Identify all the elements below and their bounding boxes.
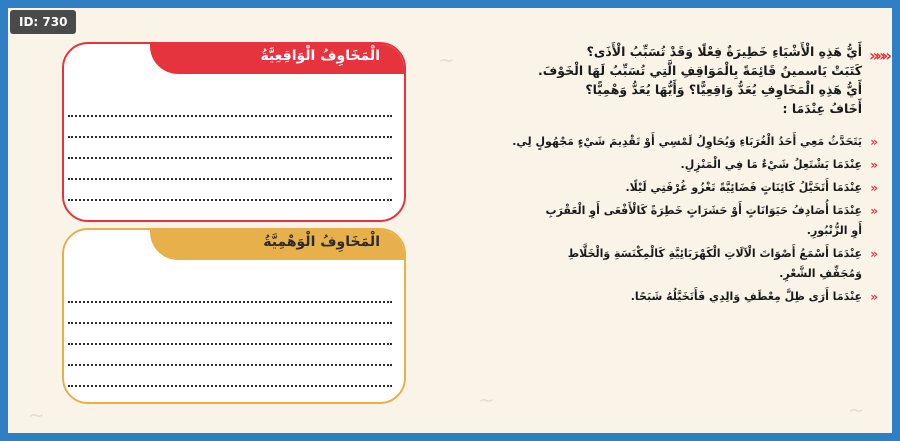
- answer-line[interactable]: [68, 324, 392, 345]
- answer-line[interactable]: [68, 180, 392, 201]
- answer-line[interactable]: [68, 117, 392, 138]
- list-item: [442, 178, 878, 198]
- list-item: [442, 201, 878, 241]
- id-badge: ID: 730: [10, 10, 76, 34]
- question-line: أَيُّ هَذِهِ الْمَخَاوِفِ يُعَدُّ وَاقِعِيًّا؟ وَأَيُّهَا يُعَدُّ وَهْمِيًّا؟: [585, 82, 862, 97]
- imaginary-fears-title: الْمَخَاوِفُ الْوَهْمِيَّةُ: [263, 234, 380, 250]
- list-item: [442, 287, 878, 307]
- answer-line[interactable]: [68, 345, 392, 366]
- bullet-marker-icon: «: [870, 204, 878, 218]
- decor-swirl: ~: [28, 403, 45, 427]
- list-item: [442, 155, 878, 175]
- list-item-continuation: وَمُجَفِّفِ الشَّعْرِ.: [779, 267, 862, 280]
- bullet-marker-icon: «: [870, 135, 878, 149]
- question-marker-icon: «««: [868, 46, 888, 65]
- question-section: [442, 42, 888, 310]
- bullet-marker-icon: «: [870, 247, 878, 261]
- bullet-marker-icon: «: [870, 290, 878, 304]
- decor-swirl: ~: [438, 48, 455, 72]
- answer-line[interactable]: [92, 201, 392, 222]
- list-item-text: عِنْدَمَا أُصَادِفُ حَيَوَانَاتٍ أَوْ حَشَرَاتٍ خَطِرَةً كَالْأَفْعَى أَوِ الْعَقْرَبِ: [545, 204, 862, 217]
- question-line: أَخَافُ عِنْدَمَا :: [782, 101, 862, 116]
- worksheet-page: [8, 8, 892, 433]
- imaginary-fears-box: [62, 228, 406, 404]
- list-item-text: عِنْدَمَا أَرَى ظِلَّ مِعْطَفِ وَالِدِي فَأَتَخَيَّلُهُ شَبَحًا.: [630, 290, 862, 303]
- question-line: كَتَبَتْ يَاسمينُ قَائِمَةً بِالْمَوَاقِفِ الَّتِي تُسَبِّبُ لَهَا الْخَوْفَ.: [538, 63, 862, 78]
- decor-swirl: ~: [848, 398, 865, 422]
- answer-line[interactable]: [68, 282, 392, 303]
- real-fears-header: [64, 44, 404, 74]
- list-item-text: عِنْدَمَا أَسْمَعُ أَصْوَاتَ الْآلَاتِ الْكَهْرَبَائِيَّةِ كَالْمِكْنَسَةِ وَالْخَلَّاطِ: [567, 247, 862, 260]
- list-item-text: عِنْدَمَا أَتَخَيَّلُ كَائِنَاتٍ فَضَائِيَّةً تَغْزُو غُرْفَتِي لَيْلًا.: [625, 181, 862, 194]
- answer-line[interactable]: [92, 387, 392, 404]
- question-line: أَيُّ هَذِهِ الْأَشْيَاءِ خَطِيرَةٌ فِعْلًا وَقَدْ تُسَبِّبُ الْأَذَى؟: [586, 44, 862, 59]
- list-item-text: يَتَحَدَّثُ مَعِي أَحَدُ الْغُرَبَاءِ وَيُحَاوِلُ لَمْسِي أَوْ تَقْدِيمَ شَيْءٍ مَجْهُولٍ لِي.: [512, 135, 862, 148]
- real-fears-title: الْمَخَاوِفُ الْوَاقِعِيَّةُ: [260, 48, 380, 64]
- bullet-marker-icon: «: [870, 158, 878, 172]
- answer-line[interactable]: [68, 96, 392, 117]
- answer-lines[interactable]: [68, 96, 392, 222]
- answer-line[interactable]: [68, 138, 392, 159]
- real-fears-box: [62, 42, 406, 222]
- bullet-marker-icon: «: [870, 181, 878, 195]
- answer-lines[interactable]: [68, 282, 392, 404]
- answer-line[interactable]: [68, 366, 392, 387]
- answer-line[interactable]: [68, 159, 392, 180]
- decor-swirl: ~: [478, 388, 495, 412]
- list-item-continuation: أَوِ الزُّنْبُورِ.: [806, 224, 862, 237]
- list-item: [442, 244, 878, 284]
- imaginary-fears-header: [64, 230, 404, 260]
- list-item-text: عِنْدَمَا يَشْتَعِلُ شَيْءٌ مَا فِي الْمَنْزِلِ.: [680, 158, 862, 171]
- fear-list: [442, 132, 878, 307]
- list-item: [442, 132, 878, 152]
- answer-line[interactable]: [68, 303, 392, 324]
